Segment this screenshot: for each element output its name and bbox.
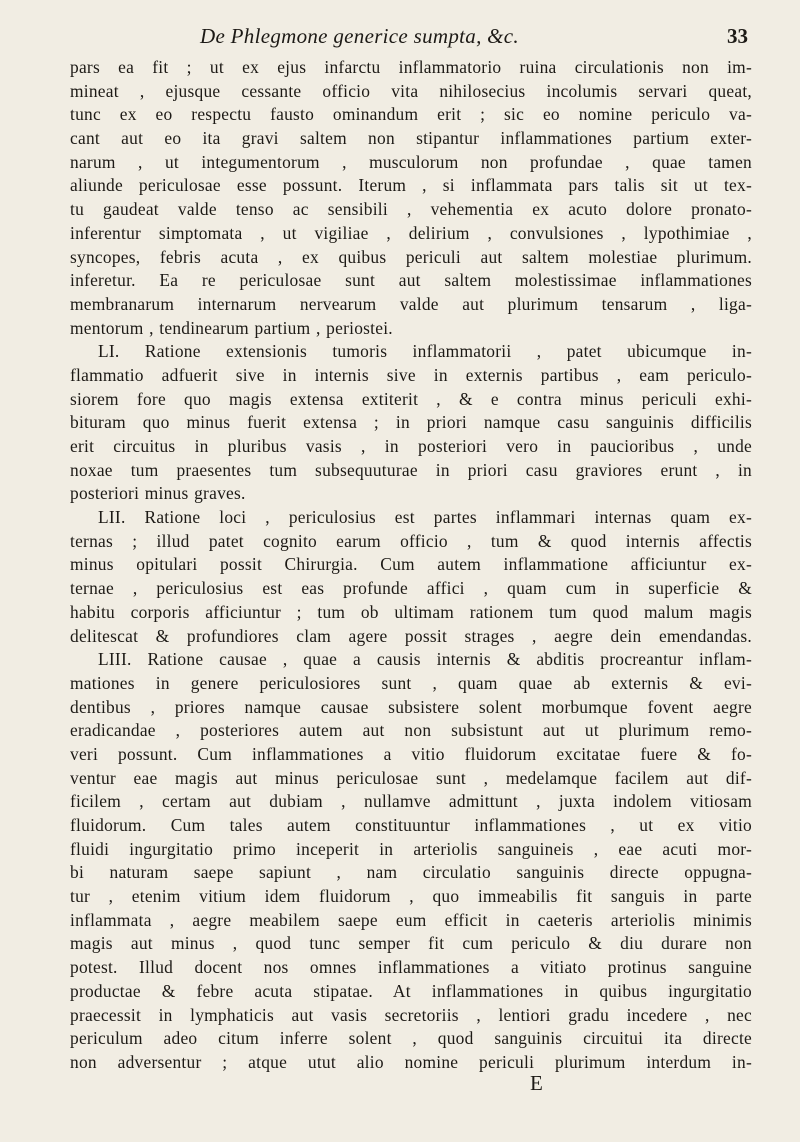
text-line: bi naturam saepe sapiunt , nam circulatio sanguinis directe oppugna- (70, 862, 752, 883)
text-line: veri possunt. Cum inflammationes a vitio fluidorum excitatae fuere & fo- (70, 743, 752, 764)
text-line: LI. Ratione extensionis tumoris inflammatorii , patet ubicumque in- (98, 341, 752, 362)
text-line: tu gaudeat valde tenso ac sensibili , vehementia ex acuto dolore pronato- (70, 199, 752, 220)
text-line: posteriori minus graves. (70, 483, 246, 504)
text-line: mineat , ejusque cessante officio vita nihilosecius incolumis servari queat, (70, 80, 752, 101)
text-line: inferentur simptomata , ut vigiliae , delirium , convulsiones , lypothimiae , (70, 222, 752, 243)
text-line: siorem fore quo magis extensa extiterit , & e contra minus periculi exhi- (70, 388, 752, 409)
text-line: magis aut minus , quod tunc semper fit cum periculo & diu durare non (70, 933, 752, 954)
text-line: dentibus , priores namque causae subsistere solent morbumque fovent aegre (70, 696, 752, 717)
text-line: minus opitulari possit Chirurgia. Cum autem inflammatione afficiuntur ex- (70, 554, 752, 575)
text-line: noxae tum praesentes tum subsequuturae in priori casu graviores erunt , in (70, 459, 752, 480)
page-header (70, 22, 752, 52)
text-line: inferetur. Ea re periculosae sunt aut saltem molestissimae inflammationes (70, 270, 752, 291)
text-line: bituram quo minus fuerit extensa ; in priori namque casu sanguinis difficilis (70, 412, 752, 433)
text-line: ternas ; illud patet cognito earum officio , tum & quod internis affectis (70, 530, 752, 551)
text-line: inflammata , aegre meabilem saepe eum efficit in caeteris arteriolis minimis (70, 909, 752, 930)
text-line: LIII. Ratione causae , quae a causis internis & abditis procreantur inflam- (98, 649, 752, 670)
text-line: habitu corporis afficiuntur ; tum ob ultimam rationem tum quod malum magis (70, 601, 752, 622)
text-line: delitescat & profundiores clam agere possit strages , aegre dein emendandas. (70, 625, 752, 646)
text-line: tur , etenim vitium idem fluidorum , quo immeabilis fit sanguis in parte (70, 886, 752, 907)
text-line: ficilem , certam aut dubiam , nullamve admittunt , juxta indolem vitiosam (70, 791, 752, 812)
text-line: periculum adeo citum inferre solent , quod sanguinis circuitui ita directe (70, 1028, 752, 1049)
page-number: 33 (727, 24, 748, 48)
text-line: LII. Ratione loci , periculosius est partes inflammari internas quam ex- (98, 507, 752, 528)
text-line: eradicandae , posteriores autem aut non subsistunt aut ut plurimum remo- (70, 720, 752, 741)
running-title: De Phlegmone generice sumpta, &c. (200, 24, 519, 48)
text-line: ternae , periculosius est eas profunde affici , quam cum in superficie & (70, 578, 752, 599)
text-line: membranarum internarum nervearum valde aut plurimum tensarum , liga- (70, 293, 752, 314)
footer (70, 1070, 752, 1105)
text-line: aliunde periculosae esse possunt. Iterum , si inflammata pars talis sit ut tex- (70, 175, 752, 196)
text-line: pars ea fit ; ut ex ejus infarctu inflammatorio ruina circulationis non im- (70, 57, 752, 77)
text-line: potest. Illud docent nos omnes inflammationes a vitiato protinus sanguine (70, 957, 752, 978)
text-line: cant aut eo ita gravi saltem non stipantur inflammationes partium exter- (70, 128, 752, 149)
text-line: productae & febre acuta stipatae. At inflammationes in quibus ingurgitatio (70, 980, 752, 1001)
text-line: tunc ex eo respectu fausto ominandum erit ; sic eo nomine periculo va- (70, 104, 752, 125)
text-line: mentorum , tendinearum partium , periostei. (70, 317, 393, 338)
text-line: narum , ut integumentorum , musculorum non profundae , quae tamen (70, 151, 752, 172)
text-line: fluidi ingurgitatio primo inceperit in arteriolis sanguineis , eae acuti mor- (70, 838, 752, 859)
body-text (70, 56, 752, 1075)
text-line: fluidorum. Cum tales autem constituuntur inflammationes , ut ex vitio (70, 815, 752, 835)
signature-mark: E (530, 1070, 543, 1095)
text-line: mationes in genere periculosiores sunt , quam quae ab externis & evi- (70, 672, 752, 693)
text-line: non adversentur ; atque utut alio nomine periculi plurimum interdum in- (70, 1051, 752, 1072)
text-line: ventur eae magis aut minus periculosae sunt , medelamque facilem aut dif- (70, 767, 752, 788)
text-line: erit circuitus in pluribus vasis , in posteriori vero in paucioribus , unde (70, 436, 752, 456)
text-line: flammatio adfuerit sive in internis sive in externis partibus , eam periculo- (70, 364, 752, 385)
text-line: syncopes, febris acuta , ex quibus periculi aut saltem molestiae plurimum. (70, 246, 752, 267)
text-line: praecessit in lymphaticis aut vasis secretoriis , lentiori gradu incedere , nec (70, 1004, 752, 1025)
